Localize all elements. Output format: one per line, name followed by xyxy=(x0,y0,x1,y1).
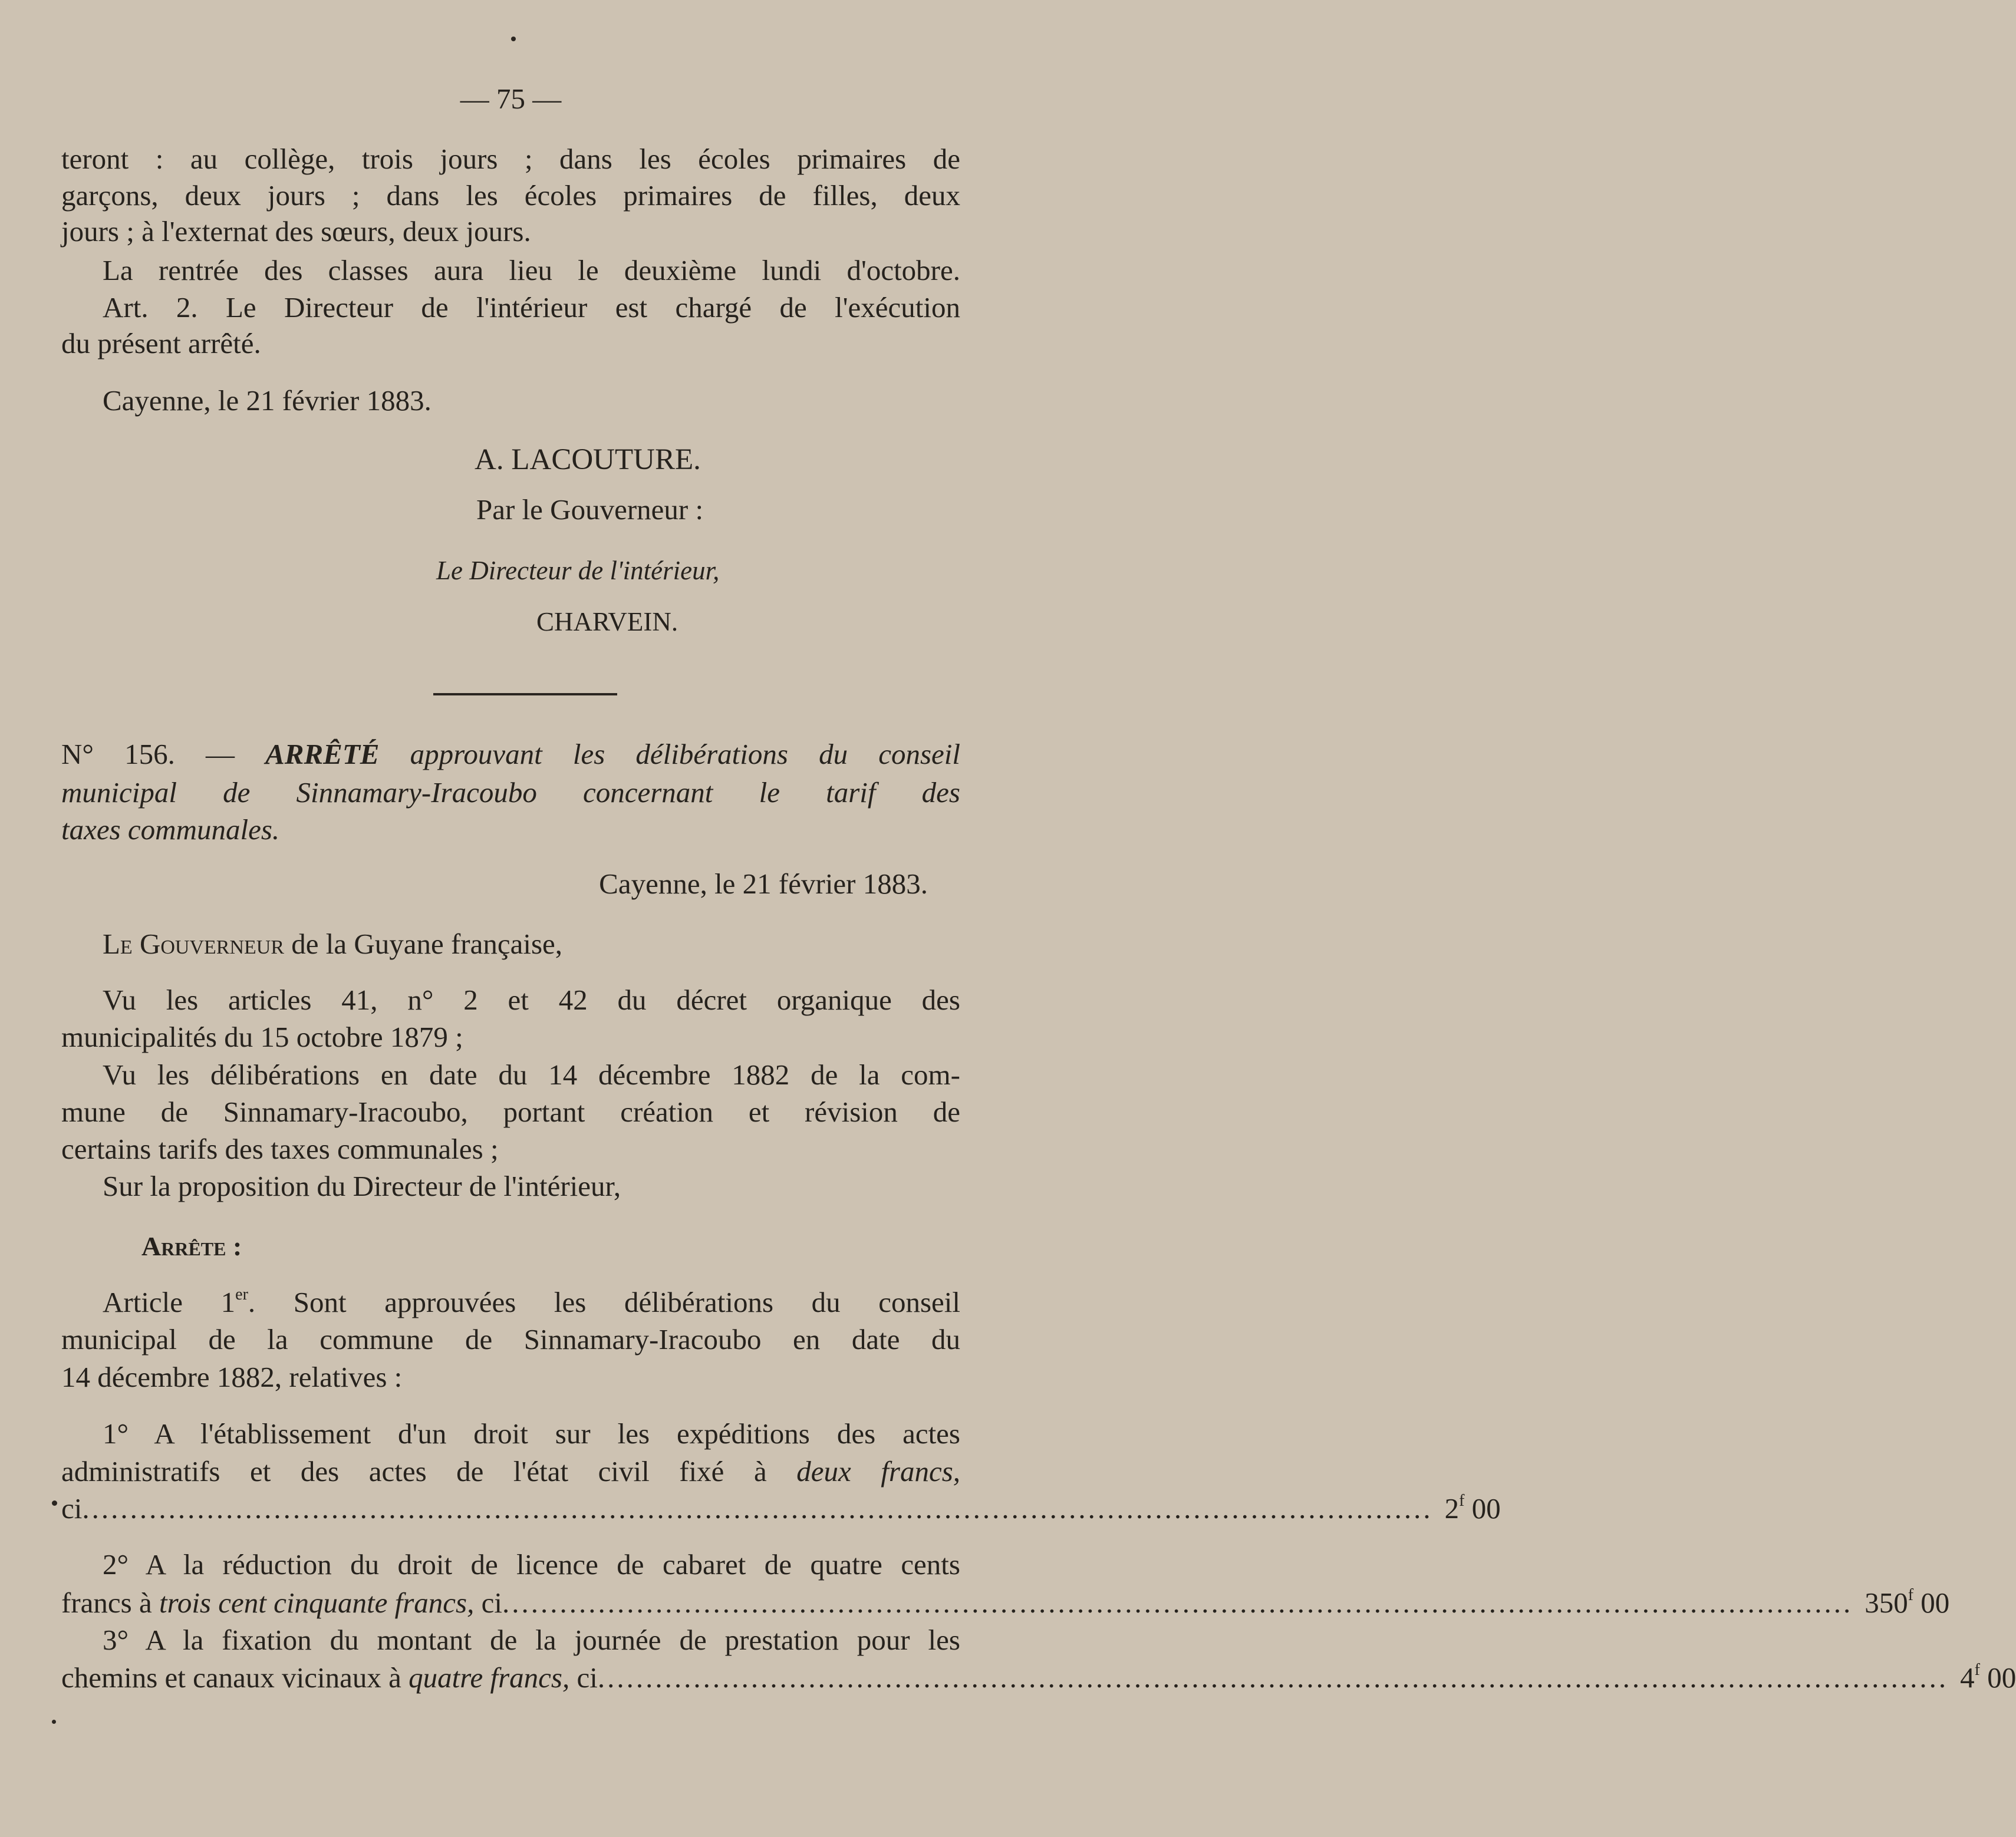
leader-dots: ............................................................................................................................................. xyxy=(82,1492,1433,1525)
article-line: municipal de la commune de Sinnamary-Iracoubo en date du xyxy=(61,1323,960,1356)
amount-cents: 00 xyxy=(1913,1587,1950,1619)
item-text-a: francs à xyxy=(61,1587,152,1619)
item-line: 1° A l'établissement d'un droit sur les expéditions des actes xyxy=(103,1417,960,1450)
item-amount xyxy=(1433,1491,1501,1526)
ink-speck xyxy=(511,37,516,41)
amount-cents: 00 xyxy=(1464,1492,1501,1525)
vu-line: Vu les délibérations en date du 14 décembre 1882 de la com- xyxy=(103,1058,960,1091)
arrete-title-line: municipal de Sinnamary-Iracoubo concernant le tarif des xyxy=(61,776,960,809)
signatory-name: A. LACOUTURE. xyxy=(475,443,701,476)
article-sup: er xyxy=(235,1285,248,1304)
vu-line: mune de Sinnamary-Iracoubo, portant création et révision de xyxy=(61,1096,960,1128)
item-amount-line xyxy=(61,1585,1950,1621)
item-line xyxy=(61,1454,960,1489)
text-line: teront : au collège, trois jours ; dans les écoles primaires de xyxy=(61,143,960,175)
amount-value: 4 xyxy=(1960,1661,1975,1694)
item-amount xyxy=(1948,1660,2016,1696)
article-line xyxy=(61,1285,960,1320)
text-line: garçons, deux jours ; dans les écoles primaires de filles, deux xyxy=(61,179,960,212)
item-italic: trois cent cinquante francs, xyxy=(159,1587,475,1619)
signature-par: Par le Gouverneur : xyxy=(476,493,704,526)
section-divider xyxy=(433,693,617,695)
text-line: La rentrée des classes aura lieu le deuxième lundi d'octobre. xyxy=(103,254,960,286)
amount-value: 2 xyxy=(1444,1492,1460,1525)
ink-speck xyxy=(52,1500,57,1506)
arrete-title-line: taxes communales. xyxy=(61,813,280,846)
article-label: Article 1 xyxy=(103,1286,236,1318)
arrete-title-text: approuvant les délibérations du conseil xyxy=(410,738,961,770)
item-ci: ci xyxy=(577,1661,598,1694)
item-ci: ci xyxy=(61,1492,83,1525)
item-text xyxy=(61,1585,502,1621)
article-text: . Sont approuvées les délibérations du conseil xyxy=(248,1286,961,1318)
vu-line: municipalités du 15 octobre 1879 ; xyxy=(61,1021,463,1053)
text-line: jours ; à l'externat des sœurs, deux jours. xyxy=(61,215,531,248)
vu-line: Vu les articles 41, n° 2 et 42 du décret organique des xyxy=(103,984,960,1016)
page-number: — 75 — xyxy=(460,83,562,115)
item-amount-line xyxy=(61,1491,1501,1526)
arrete-word: Arrête : xyxy=(141,1231,242,1261)
ink-speck xyxy=(52,1720,56,1724)
vu-line: certains tarifs des taxes communales ; xyxy=(61,1133,499,1165)
item-text-a: chemins et canaux vicinaux à xyxy=(61,1661,401,1694)
item-line: 3° A la fixation du montant de la journée de prestation pour les xyxy=(103,1624,960,1656)
signer-name: CHARVEIN. xyxy=(536,607,678,636)
sur-line: Sur la proposition du Directeur de l'intérieur, xyxy=(103,1170,621,1202)
article-line: 14 décembre 1882, relatives : xyxy=(61,1361,403,1393)
text-line: Art. 2. Le Directeur de l'intérieur est chargé de l'exécution xyxy=(103,291,960,324)
leader-dots: ............................................................................................................................................. xyxy=(502,1587,1853,1619)
amount-cents: 00 xyxy=(1979,1661,2016,1694)
gouverneur-rest: de la Guyane française, xyxy=(291,928,563,960)
amount-sup: f xyxy=(1908,1585,1914,1604)
item-line: 2° A la réduction du droit de licence de cabaret de quatre cents xyxy=(103,1548,960,1581)
arrete-title-word: ARRÊTÉ xyxy=(265,738,380,770)
arrete-number: N° 156. — xyxy=(61,738,235,770)
place-date: Cayenne, le 21 février 1883. xyxy=(103,384,431,417)
item-amount-line xyxy=(61,1660,2016,1696)
item-text xyxy=(61,1660,598,1696)
amount-value: 350 xyxy=(1865,1587,1908,1619)
item-italic: deux francs, xyxy=(796,1455,961,1488)
signature-role: Le Directeur de l'intérieur, xyxy=(436,556,720,585)
amount-sup: f xyxy=(1459,1491,1465,1510)
leader-dots: ............................................................................................................................................. xyxy=(597,1661,1949,1694)
text-line: du présent arrêté. xyxy=(61,327,261,360)
gouverneur-caps: Le Gouverneur xyxy=(103,928,284,960)
gouverneur-line xyxy=(61,926,960,962)
item-amount xyxy=(1853,1585,1949,1621)
arrete-date: Cayenne, le 21 février 1883. xyxy=(599,868,928,900)
item-italic: quatre francs, xyxy=(409,1661,570,1694)
item-ci: ci xyxy=(481,1587,502,1619)
amount-sup: f xyxy=(1974,1660,1980,1679)
arrete-title-line xyxy=(61,737,960,772)
item-text: administratifs et des actes de l'état civil fixé à xyxy=(61,1455,767,1488)
